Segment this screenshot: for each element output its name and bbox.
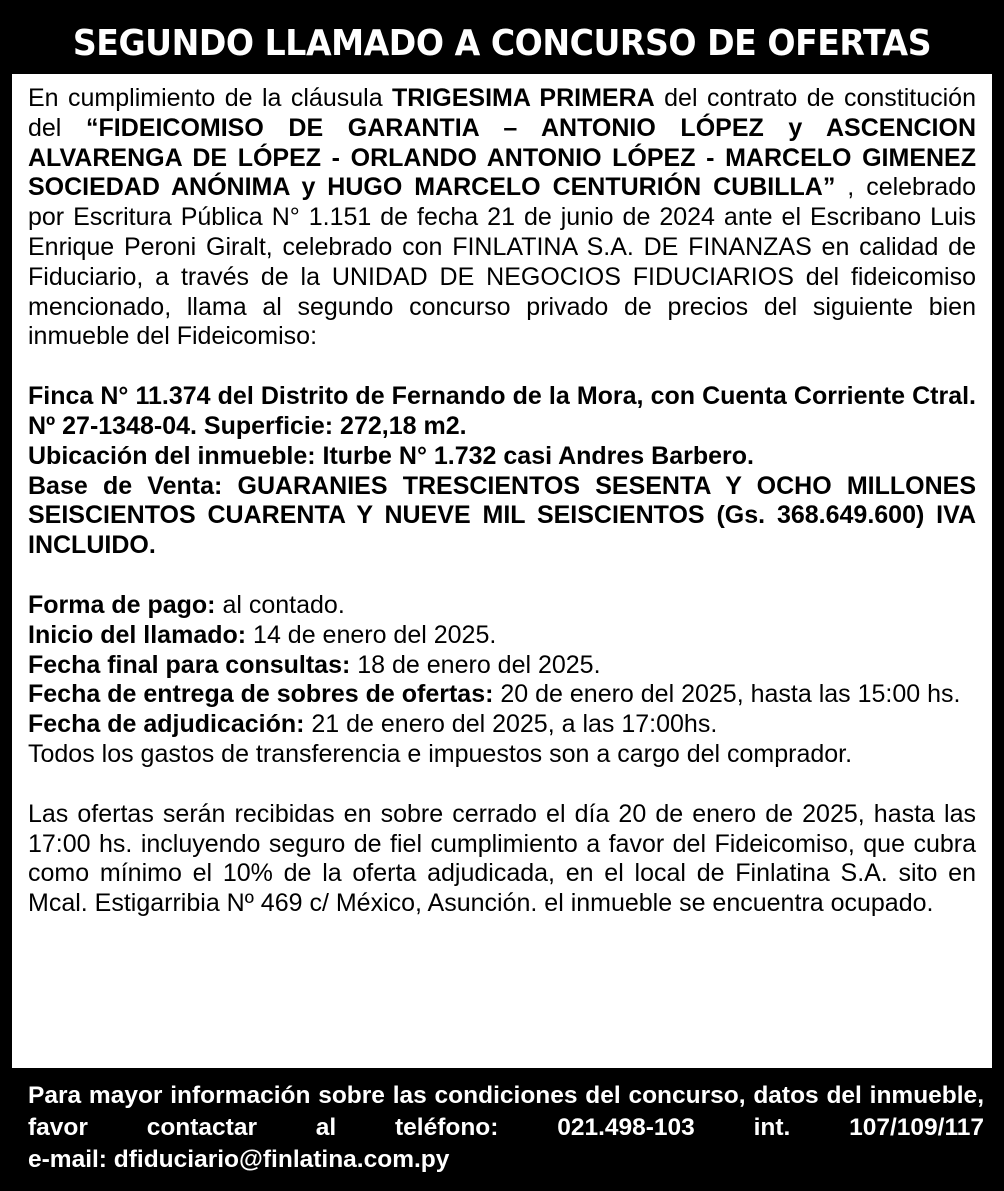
spacer <box>28 352 976 382</box>
term-label: Fecha de adjudicación: <box>28 710 305 739</box>
term-value: 14 de enero del 2025. <box>246 620 497 649</box>
property-finca-text: Finca N° 11.374 del Distrito de Fernando de la Mora, con Cuenta Corriente Ctral. Nº 27-1348-04. Superficie: 272,18 m2. <box>28 382 976 440</box>
property-base-price-text: Base de Venta: GUARANIES TRESCIENTOS SESENTA Y OCHO MILLONES SEISCIENTOS CUARENTA Y NUEVE MIL SEISCIENTOS (Gs. 368.649.600) IVA INCLUIDO. <box>28 471 976 560</box>
property-base-price <box>28 472 976 561</box>
spacer <box>28 561 976 591</box>
contact-email: e-mail: dfiduciario@finlatina.com.py <box>28 1146 450 1173</box>
term-award <box>28 710 976 740</box>
term-delivery <box>28 680 976 710</box>
term-payment <box>28 591 976 621</box>
notice-body <box>12 74 992 1068</box>
term-label: Inicio del llamado: <box>28 620 247 649</box>
spacer <box>28 770 976 800</box>
intro-paragraph <box>28 84 976 352</box>
term-value: 21 de enero del 2025, a las 17:00hs. <box>304 710 718 739</box>
contact-footer <box>28 1080 984 1176</box>
term-label: Forma de pago: <box>28 590 216 619</box>
property-finca <box>28 382 976 442</box>
term-label: Fecha final para consultas: <box>28 650 351 679</box>
term-queries <box>28 651 976 681</box>
intro-clause: TRIGESIMA PRIMERA <box>392 84 655 112</box>
intro-text-2: del contrato de constitución del <box>28 84 976 142</box>
term-value: al contado. <box>215 590 345 619</box>
costs-note: Todos los gastos de transferencia e impuestos son a cargo del comprador. <box>28 739 853 768</box>
property-location <box>28 442 976 472</box>
term-start <box>28 621 976 651</box>
notice-title: SEGUNDO LLAMADO A CONCURSO DE OFERTAS <box>72 23 932 64</box>
term-label: Fecha de entrega de sobres de ofertas: <box>28 680 494 709</box>
property-location-text: Ubicación del inmueble: Iturbe N° 1.732 casi Andres Barbero. <box>28 441 754 470</box>
intro-text-1: En cumplimiento de la cláusula <box>28 84 393 112</box>
contact-info: Para mayor información sobre las condiciones del concurso, datos del inmueble, favor contactar al teléfono: 021.498-103 int. 107/109/117 <box>28 1082 984 1141</box>
term-value: 18 de enero del 2025. <box>350 650 601 679</box>
term-value: 20 de enero del 2025, hasta las 15:00 hs. <box>493 680 961 709</box>
offers-paragraph: Las ofertas serán recibidas en sobre cerrado el día 20 de enero de 2025, hasta las 17:00 hs. incluyendo seguro de fiel cumplimiento a favor del Fideicomiso, que cubra como mínimo el 10% de la oferta adjudicada, en el local de Finlatina S.A. sito en Mcal. Estigarribia Nº 469 c/ México, Asunción. el inmueble se encuentra ocupado. <box>28 799 976 918</box>
intro-text-3: , celebrado por Escritura Pública N° 1.151 de fecha 21 de junio de 2024 ante el Escribano Luis Enrique Peroni Giralt, celebrado con FINLATINA S.A. DE FINANZAS en calidad de Fiduciario, a través de la UNIDAD DE NEGOCIOS FIDUCIARIOS del fideicomiso mencionado, llama al segundo concurso privado de precios del siguiente bien inmueble del Fideicomiso: <box>28 173 976 351</box>
intro-trust-name: “FIDEICOMISO DE GARANTIA – ANTONIO LÓPEZ y ASCENCION ALVARENGA DE LÓPEZ - ORLANDO ANTONIO LÓPEZ - MARCELO GIMENEZ SOCIEDAD ANÓNIMA y HUGO MARCELO CENTURIÓN CUBILLA” <box>28 113 977 202</box>
